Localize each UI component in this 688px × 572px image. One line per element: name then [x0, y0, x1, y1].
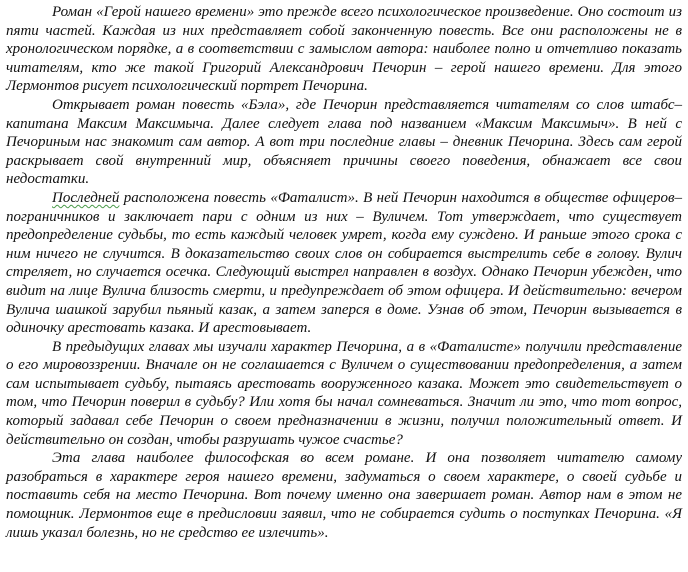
paragraph-structure — [6, 96, 682, 189]
paragraph-structure-text: Открывает роман повесть «Бэла», где Печорин представляется читателям со слов штабс–капитана Максим Максимыча. Далее следует глава под названием «Максим Максимыч». В ней с Печориным нас знакомит сам автор. А вот три последние главы – дневник Печорина. Здесь сам герой раскрывает свой внутренний мир, объясняет причины своего поведения, обнажает все свои недостатки. — [6, 96, 682, 188]
paragraph-conclusion — [6, 449, 682, 542]
paragraph-fatalist-summary-text: расположена повесть «Фаталист». В ней Печорин находится в обществе офицеров–пограничников и заключает пари с одним из них – Вуличем. Тот утверждает, что существует предопределение судьбы, то есть каждый человек умрет, когда ему суждено. И раньше этого срока с ним ничего не случится. В доказательство своих слов он собирается выстрелить себе в голову. Вулич стреляет, но случается осечка. Следующий выстрел направлен в воздух. Однако Печорин убежден, что видит на лице Вулича близость смерти, и предупреждает об этом офицера. И действительно: вечером Вулича шашкой зарубил пьяный казак, а затем заперся в доме. Узнав об этом, Печорин вызывается в одиночку арестовать казака. И арестовывает. — [6, 189, 682, 337]
paragraph-conclusion-text: Эта глава наиболее философская во всем романе. И она позволяет читателю самому разобраться в характере героя нашего времени, задуматься о своем характере, о своей судьбе и поставить себя на место Печорина. Вот почему именно она завершает роман. Автор нам в этом не помощник. Лермонтов еще в предисловии заявил, что не собирается судить о поступках Печорина. «Я лишь указал болезнь, но не средство ее излечить». — [6, 450, 682, 541]
paragraph-intro — [6, 3, 682, 96]
paragraph-worldview — [6, 338, 682, 450]
spellcheck-underlined-word: Последней — [52, 189, 120, 206]
paragraph-fatalist-summary — [6, 189, 682, 338]
paragraph-intro-text: Роман «Герой нашего времени» это прежде всего психологическое произведение. Оно состоит из пяти частей. Каждая из них представляет собой законченную повесть. Все они расположены не в хронологическом порядке, а в соответствии с замыслом автора: наиболее полно и отчетливо показать читателям, кто же такой Григорий Александрович Печорин – герой нашего времени. Для этого Лермонтов рисует психологический портрет Печорина. — [6, 4, 682, 95]
paragraph-worldview-text: В предыдущих главах мы изучали характер Печорина, а в «Фаталисте» получили представление о его мировоззрении. Вначале он не соглашается с Вуличем о существовании предопределения, а затем сам испытывает судьбу, пытаясь арестовать вооруженного казака. Может это свидетельствует о том, что Печорин поверил в судьбу? Или хотя бы начал сомневаться. Значит ли это, что тот вопрос, который задавал себе Печорин о своем предназначении в жизни, получил положительный ответ. И действительно он создан, чтобы разрушать чужое счастье? — [6, 338, 682, 448]
